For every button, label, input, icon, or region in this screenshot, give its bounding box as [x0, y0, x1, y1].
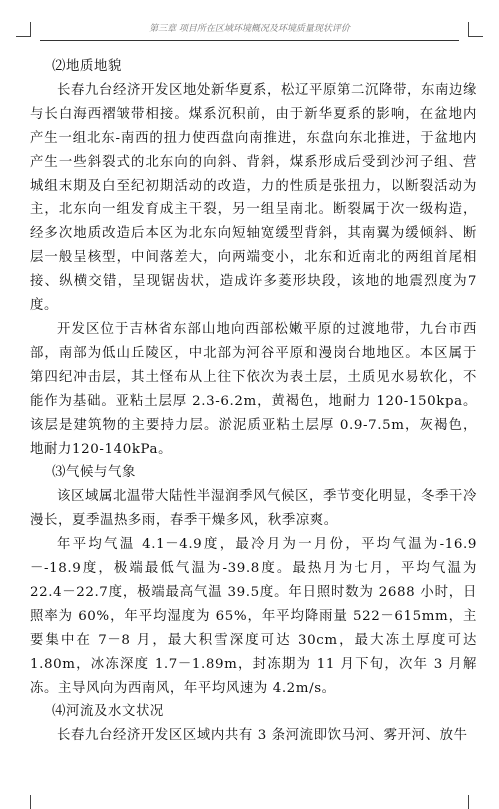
paragraph-climate-statistics: 年平均气温 4.1－4.9度，最冷月为一月份，平均气温为-16.9－-18.9度，极端最低气温为-39.8度。最热月为七月，平均气温为 22.4－22.7度，极端最高气温 39.5度。年日照时数为 2688 小时，日照率为 60%，年平均湿度为 65%，年平均降雨量 522－615mm，主要集中在 7－8 月，最大积雪深度可达 30cm，最大冻土厚度可达 1.80m，冰冻深度 1.7－1.89m，封冻期为 11 月下旬，次年 3 月解冻。主导风向为西南风，年平均风速为 4.2m/s。: [30, 537, 477, 696]
crop-mark-top-right: [468, 22, 483, 37]
paragraph-climate-overview: 该区域属北温带大陆性半湿润季风气候区，季节变化明显，冬季干冷漫长，夏季温热多雨，春季干燥多风，秋季凉爽。: [30, 489, 477, 529]
paragraph-hydrology-rivers: 长春九台经济开发区区域内共有 3 条河流即饮马河、雾开河、放牛: [57, 728, 468, 744]
section-heading-climate: ⑶气候与气象: [52, 465, 136, 481]
document-body: [30, 55, 477, 748]
section-heading-hydrology: ⑷河流及水文状况: [52, 704, 164, 720]
crop-mark-bottom-right: [468, 795, 483, 809]
running-header: 第三章 项目所在区域环境概况及环境质量现状评价: [40, 22, 459, 41]
crop-mark-bottom-left: [16, 795, 31, 809]
paragraph-geology-structure: 长春九台经济开发区地处新华夏系，松辽平原第二沉降带，东南边缘与长白海西褶皱带相接。煤系沉积前，由于新华夏系的影响，在盆地内产生一组北东-南西的扭力使西盘向南推进，东盘向东北推进，于盆地内产生一些斜裂式的北东向的向斜、背斜，煤系形成后受到沙河子组、营城组末期及白至纪初期活动的改造，力的性质是张扭力，以断裂活动为主，北东向一组发育成主干裂，另一组呈南北。断裂属于次一级构造，经多次地质改造后本区为北东向短轴宽缓型背斜，其南翼为缓倾斜、断层一般呈核型，中间落差大，向两端变小，北东和近南北的两组首尾相接、纵横交错，呈现锯齿状，造成许多菱形块段，该地的地震烈度为7度。: [30, 82, 477, 314]
paragraph-geology-soil: 开发区位于吉林省东部山地向西部松嫩平原的过渡地带，九台市西部，南部为低山丘陵区，中北部为河谷平原和漫岗台地地区。本区属于第四纪冲击层，其土怪布从上往下依次为表土层，土质见水易软化，不能作为基础。亚粘土层厚 2.3-6.2m，黄褐色，地耐力 120-150kpa。该层是建筑物的主要持力层。淤泥质亚粘土层厚 0.9-7.5m，灰褐色，地耐力120-140kPa。: [30, 321, 477, 457]
section-heading-geology: ⑵地质地貌: [52, 59, 122, 74]
crop-mark-top-left: [16, 22, 31, 37]
